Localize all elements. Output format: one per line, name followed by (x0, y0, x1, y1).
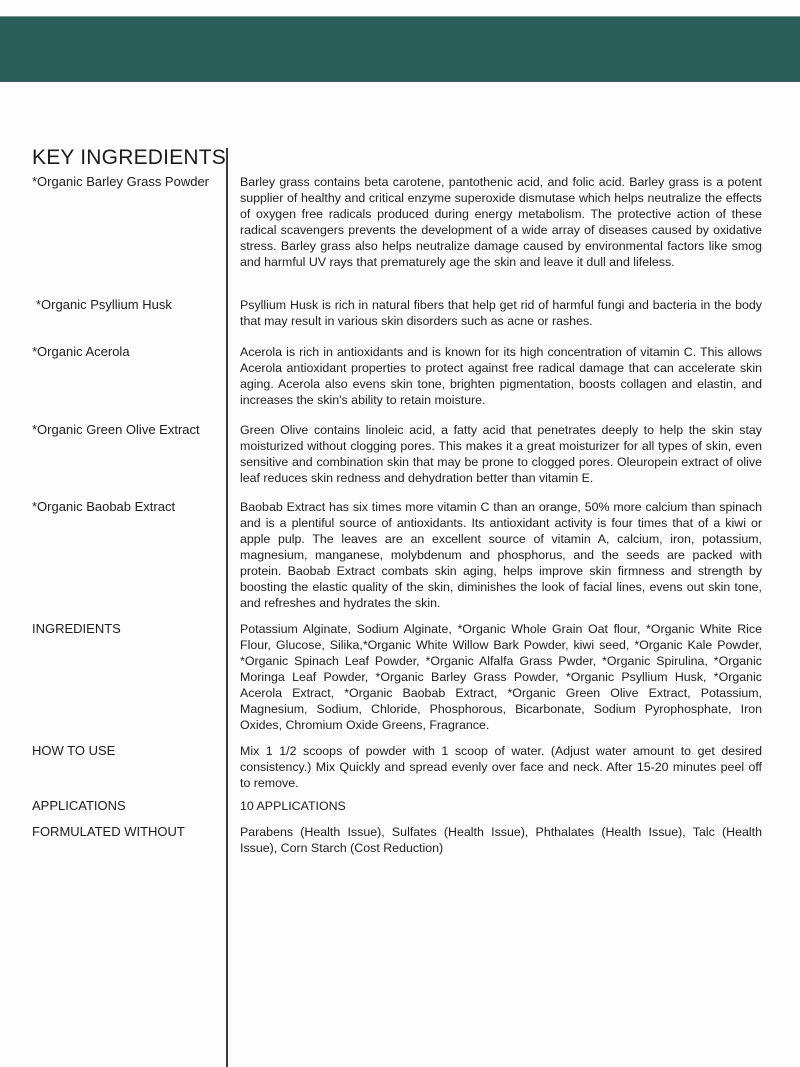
ingredient-name: *Organic Barley Grass Powder (32, 174, 210, 189)
ingredient-description: Psyllium Husk is rich in natural fibers that help get rid of harmful fungi and bacteria in the body that may result in various skin disorders such as acne or rashes. (240, 298, 762, 328)
how-to-use-text: Mix 1 1/2 scoops of powder with 1 scoop of water. (Adjust water amount to get desired consistency.) Mix Quickly and spread evenly over face and neck. After 15-20 minutes peel off to remove. (240, 744, 762, 790)
ingredient-name: *Organic Psyllium Husk (36, 297, 172, 312)
ingredient-name: *Organic Acerola (32, 344, 130, 359)
header-band (0, 16, 800, 82)
formulated-without-text: Parabens (Health Issue), Sulfates (Health Issue), Phthalates (Health Issue), Talc (Health Issue), Corn Starch (Cost Reduction) (240, 825, 762, 855)
page-title: KEY INGREDIENTS (32, 146, 226, 169)
ingredients-list: Potassium Alginate, Sodium Alginate, *Organic Whole Grain Oat flour, *Organic White Rice Flour, Glucose, Silika,*Organic White Willow Bark Powder, kiwi seed, *Organic Kale Powder, *Organic Spinach Leaf Powder, *Organic Alfalfa Grass Pwder, *Organic Spirulina, *Organic Moringa Leaf Powder, *Organic Barley Grass Powder, *Organic Psyllium Husk, *Organic Acerola Extract, *Organic Baobab Extract, *Organic Green Olive Extract, Potassium, Magnesium, Sodium, Chloride, Phosphorous, Bicarbonate, Sodium Pyrophosphate, Iron Oxides, Chromium Oxide Greens, Fragrance. (240, 622, 762, 732)
section-label: HOW TO USE (32, 743, 116, 758)
ingredient-description: Baobab Extract has six times more vitamin C than an orange, 50% more calcium than spinach and is a plentiful source of antioxidants. Its antioxidant activity is four times that of a kiwi or apple pulp. The leaves are an excellent source of vitamin A, calcium, iron, potassium, magnesium, manganese, molybdenum and phosphorus, and the seeds are packed with protein. Baobab Extract combats skin aging, helps improve skin firmness and strength by boosting the elastic quality of the skin, diminishes the look of facial lines, evens out skin tone, and refreshes and hydrates the skin. (240, 500, 762, 610)
ingredient-description: Acerola is rich in antioxidants and is known for its high concentration of vitamin C. This allows Acerola antioxidant properties to protect against free radical damage that can accelerate skin aging. Acerola also evens skin tone, brighten pigmentation, boosts collagen and elastin, and increases the skin's ability to retain moisture. (240, 345, 762, 407)
section-label: INGREDIENTS (32, 621, 121, 636)
ingredient-description: Barley grass contains beta carotene, pantothenic acid, and folic acid. Barley grass is a potent supplier of healthy and critical enzyme superoxide dismutase which helps neutralize the effects of oxygen free radicals produced during energy metabolism. The protective action of these radical scavengers prevents the development of a wide array of diseases caused by oxidative stress. Barley grass also helps neutralize damage caused by environmental factors like smog and harmful UV rays that prematurely age the skin and leave it dull and lifeless. (240, 175, 762, 269)
section-label: APPLICATIONS (32, 798, 126, 813)
ingredient-name: *Organic Green Olive Extract (32, 422, 200, 437)
ingredient-description: Green Olive contains linoleic acid, a fatty acid that penetrates deeply to help the skin stay moisturized without clogging pores. This makes it a great moisturizer for all types of skin, even sensitive and combination skin that may be prone to clogged pores. Oleuropein extract of olive leaf reduces skin redness and dehydration better than vitamin E. (240, 423, 762, 485)
ingredient-name: *Organic Baobab Extract (32, 499, 176, 514)
column-divider (226, 148, 228, 1067)
applications-text: 10 APPLICATIONS (240, 799, 346, 813)
section-label: FORMULATED WITHOUT (32, 824, 185, 839)
